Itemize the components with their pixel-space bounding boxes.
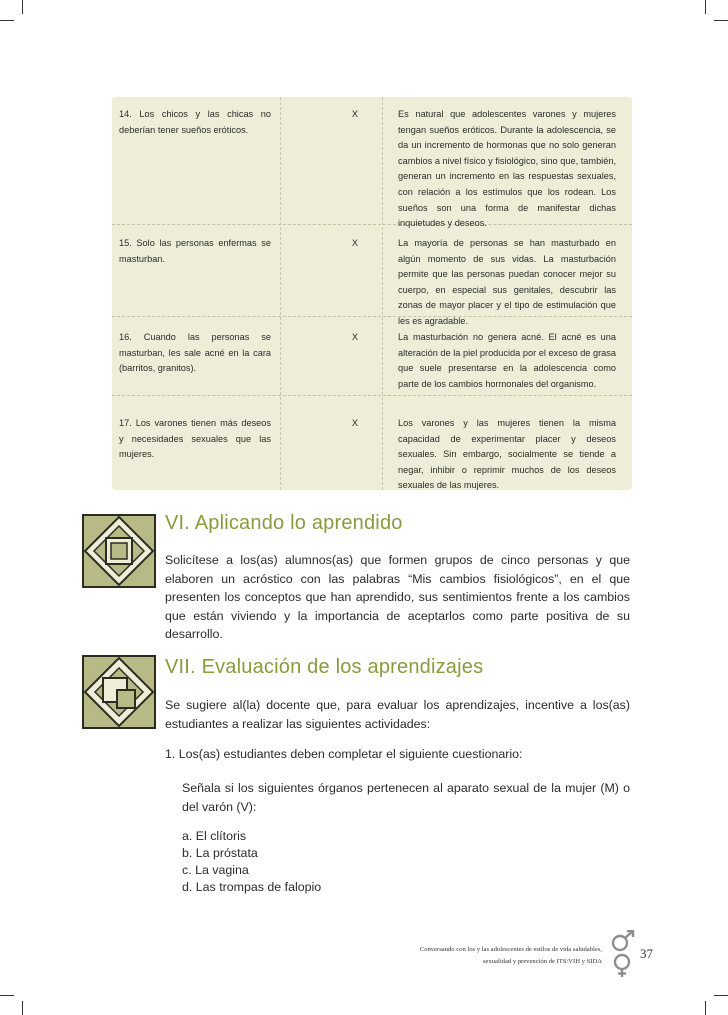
myths-table xyxy=(112,97,632,490)
list-item: a. El clítoris xyxy=(182,829,247,843)
crop-mark xyxy=(0,995,14,996)
section-vii-intro: Se sugiere al(la) docente que, para evaluar los aprendizajes, incentive a los(as) estudiantes a realizar las siguientes actividades: xyxy=(165,698,630,731)
statement-cell: 17. Los varones tienen más deseos y necesidades sexuales que las mujeres. xyxy=(119,418,271,460)
page-number: 37 xyxy=(640,946,653,961)
mark-cell: X xyxy=(351,418,359,428)
crop-mark xyxy=(22,0,23,14)
list-item: d. Las trompas de falopio xyxy=(182,880,322,894)
crop-mark xyxy=(22,1001,23,1015)
explanation-cell: La masturbación no genera acné. El acné es una alteración de la piel producida por el exceso de grasa que suele presentarse en la adolescencia como parte de los cambios hormonales del organismo. xyxy=(398,332,616,389)
mark-cell: X xyxy=(351,332,359,342)
table-row xyxy=(112,330,632,396)
statement-cell: 14. Los chicos y las chicas no deberían tener sueños eróticos. xyxy=(119,109,271,135)
section-vi-body: Solicítese a los(as) alumnos(as) que formen grupos de cinco personas y que elaboren un acróstico con las palabras “Mis cambios fisiológicos”, en el que presenten los conceptos que han aprendido, sus sentimientos frente a los cambios que están viviendo y la importancia de aceptarlos como parte positiva de su desarrollo. xyxy=(165,553,630,642)
statement-cell: 16. Cuando las personas se masturban, les sale acné en la cara (barritos, granitos). xyxy=(119,332,271,374)
table-row xyxy=(112,107,632,229)
cuestionario-instruction: Señala si los siguientes órganos pertenecen al aparato sexual de la mujer (M) o del varón (V): xyxy=(182,781,630,814)
diamond-square-icon xyxy=(81,513,157,589)
mark-cell: X xyxy=(351,238,359,248)
list-item: 1. Los(as) estudiantes deben completar el siguiente cuestionario: xyxy=(165,747,523,761)
list-item: b. La próstata xyxy=(182,846,258,860)
section-title-vii: VII. Evaluación de los aprendizajes xyxy=(165,656,484,678)
crop-mark xyxy=(0,20,14,21)
explanation-cell: Los varones y las mujeres tienen la misma capacidad de experimentar placer y deseos sexuales. Sin embargo, socialmente se tiende a negar, inhibir o reprimir muchos de los deseos sexuales de las mujeres. xyxy=(398,418,616,491)
crop-mark xyxy=(714,995,728,996)
section-title-vi: VI. Aplicando lo aprendido xyxy=(165,512,403,534)
footer-line: sexualidad y prevención de ITS/VIH y SIDA xyxy=(482,958,602,965)
overlapping-squares-icon xyxy=(81,654,157,730)
mark-cell: X xyxy=(351,109,359,119)
table-row xyxy=(112,416,632,491)
footer-line: Conversando con los y las adolescentes de estilos de vida saludables, xyxy=(419,946,602,953)
statement-cell: 15. Solo las personas enfermas se masturban. xyxy=(119,238,271,264)
list-item: c. La vagina xyxy=(182,863,249,877)
crop-mark xyxy=(705,0,706,14)
table-row xyxy=(112,236,632,326)
explanation-cell: La mayoría de personas se han masturbado en algún momento de sus vidas. La masturbación permite que las personas puedan conocer mejor su cuerpo, en especial sus genitales, descubrir las zonas de mayor placer y el tipo de estimulación que les es agradable. xyxy=(398,238,616,326)
gender-symbols-icon xyxy=(606,930,638,978)
crop-mark xyxy=(705,1001,706,1015)
crop-mark xyxy=(714,20,728,21)
explanation-cell: Es natural que adolescentes varones y mujeres tengan sueños eróticos. Durante la adolescencia, se da un incremento de hormonas que no solo generan cambios a nivel físico y fisiológico, sino que, también, generan un incremento en las respuestas sexuales, con relación a los estímulos que los rodean. Los sueños son una forma de manifestar dichas inquietudes y deseos. xyxy=(398,109,616,229)
